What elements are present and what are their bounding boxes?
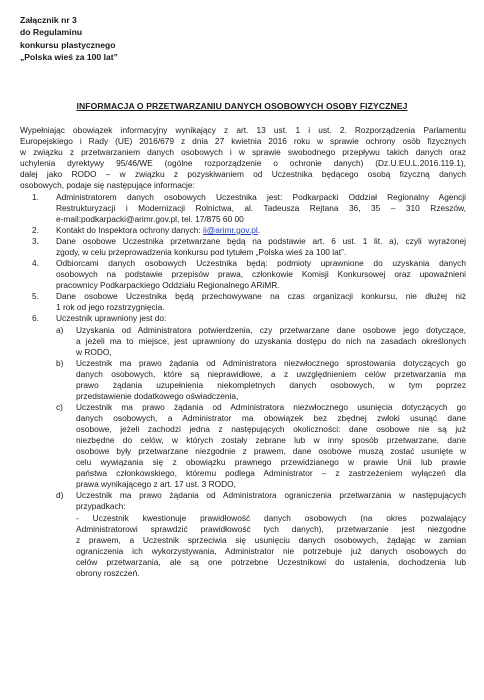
item-1-line: e-mail:podkarpacki@arimr.gov.pl, tel. 17/875 60 00	[56, 214, 244, 224]
subitem-letter: c)	[56, 402, 63, 412]
attachment-header	[20, 14, 118, 64]
item-4-line: pracownicy Podkarpackiego Oddziału Regionalnego ARiMR.	[56, 280, 280, 290]
sub-b-line: przedstawienie dodatkowego oświadczenia,	[76, 391, 239, 401]
item-6-line: Uczestnik uprawniony jest do:	[56, 313, 167, 323]
item-number: 2.	[32, 225, 39, 235]
header-line-2: do Regulaminu	[20, 27, 83, 38]
sub-c-line: niezbędne do celów, w których zostały zebrane lub w inny sposób przetwarzane, dane	[76, 435, 466, 445]
item-5-line: 1 rok od jego rozstrzygnięcia.	[56, 302, 165, 312]
intro-line: w związku z przetwarzaniem danych osobowych i w sprawie swobodnego przepływu takich danych oraz	[20, 147, 466, 157]
sub-d-dash-line: - Uczestnik kwestionuje prawidłowość danych osobowych (na okres pozwalający	[76, 513, 466, 523]
sub-a-line: a jeżeli ma to miejsce, jest uprawniony do uzyskania dostępu do nich na zasadach określonych	[76, 336, 466, 346]
sub-c-line: danych osobowych, a Administrator ma obowiązek bez zbędnej zwłoki usunąć dane	[76, 413, 466, 423]
item-number: 4.	[32, 258, 39, 268]
sub-c-line: osobowe, jeżeli zachodzi jedna z następujących okoliczności: dane osobowe nie są już	[76, 424, 466, 434]
sub-b-line: Uczestnik ma prawo żądania od Administratora niezwłocznego sprostowania dotyczących go	[76, 358, 466, 368]
item-3-line: zgody, w celu przeprowadzenia konkursu pod tytułem „Polska wieś za 100 lat”.	[56, 247, 347, 257]
dpo-email-link[interactable]: ii@arimr.gov.pl	[203, 225, 258, 235]
intro-line: Wypełniając obowiązek informacyjny wynikający z art. 13 ust. 1 i ust. 2. Rozporządzenia Parlamentu	[20, 125, 466, 135]
item-number: 3.	[32, 236, 39, 246]
sub-d-dash-line: z prawem, a Uczestnik sprzeciwia się usunięciu danych osobowych, żądając w zamian	[76, 535, 466, 545]
sub-a-line: Uzyskania od Administratora potwierdzenia, czy przetwarzane dane osobowe jego dotyczące,	[76, 325, 466, 335]
intro-line: dalej jako RODO – w związku z pozyskiwaniem od Uczestnika będącego osobą fizyczną danych	[20, 169, 466, 179]
sub-c-line: państwa członkowskiego, któremu podlega Administrator – z zastrzeżeniem wyłączeń dla	[76, 468, 466, 478]
item-2-end: .	[257, 225, 261, 235]
sub-d-line: Uczestnik ma prawo żądania od Administratora ograniczenia przetwarzania w następujących	[76, 490, 466, 500]
sub-b-line: danych osobowych, które są nieprawidłowe, a z uwzględnieniem celów przetwarzania ma	[76, 369, 466, 379]
sub-c-line: celu wywiązania się z obowiązku prawnego przewidzianego w prawie Unii lub prawie	[76, 457, 466, 467]
intro-line: osobowych, podaje się następujące informacje:	[20, 180, 195, 190]
header-line-4: „Polska wieś za 100 lat”	[20, 52, 118, 63]
sub-d-line: przypadkach:	[76, 501, 126, 511]
subitem-letter: a)	[56, 325, 64, 335]
item-4-line: Odbiorcami danych osobowych Uczestnika będą: podmioty uprawnione do uzyskania danych	[56, 258, 466, 268]
item-3-line: Dane osobowe Uczestnika przetwarzane będą na podstawie art. 6 ust. 1 lit. a), czyli wyrażonej	[56, 236, 466, 246]
item-1-line: Administratorem danych osobowych Uczestnika jest: Podkarpacki Oddział Regionalny Agencji	[56, 192, 466, 202]
item-number: 5.	[32, 291, 39, 301]
item-2-text: Kontakt do Inspektora ochrony danych:	[56, 225, 204, 235]
intro-line: Europejskiego i Rady (UE) 2016/679 z dnia 27 kwietnia 2016 roku w sprawie ochrony osób fizycznych	[20, 136, 466, 146]
sub-d-dash-line: ograniczenia ich wykorzystywania, Administrator nie potrzebuje już danych osobowych do	[76, 546, 466, 556]
item-number: 1.	[32, 192, 39, 202]
item-1-line: Restrukturyzacji i Modernizacji Rolnictwa, al. Tadeusza Rejtana 36, 35 – 310 Rzeszów,	[56, 203, 466, 213]
item-5-line: Dane osobowe Uczestnika będą przechowywane na czas organizacji konkursu, nie dłużej niż	[56, 291, 466, 301]
sub-a-line: w RODO,	[76, 347, 112, 357]
sub-c-line: osobowe były przetwarzane niezgodnie z prawem, dane osobowe muszą zostać usunięte w	[76, 446, 466, 456]
item-2-line	[56, 225, 260, 236]
item-4-line: osobowych na podstawie przepisów prawa, członkowie Komisji Konkursowej oraz upoważnieni	[56, 269, 466, 279]
header-line-3: konkursu plastycznego	[20, 39, 116, 50]
sub-d-dash-line: Administratorowi sprawdzić prawidłowość tych danych), przetwarzanie jest niezgodne	[76, 524, 466, 534]
sub-d-dash-line: obrony roszczeń.	[76, 568, 140, 578]
sub-c-line: Uczestnik ma prawo żądania od Administratora niezwłocznego usunięcia dotyczących go	[76, 402, 466, 412]
sub-c-line: prawa wynikającego z art. 17 ust. 3 RODO,	[76, 479, 236, 489]
sub-b-line: prawo żądania uzupełnienia niekompletnych danych osobowych, w tym poprzez	[76, 380, 466, 390]
header-line-1: Załącznik nr 3	[20, 15, 77, 25]
subitem-letter: d)	[56, 490, 64, 500]
sub-d-dash-line: celów przetwarzania, ale są one potrzebne Uczestnikowi do ustalenia, dochodzenia lub	[76, 557, 466, 567]
item-number: 6.	[32, 313, 39, 323]
subitem-letter: b)	[56, 358, 64, 368]
intro-line: uchylenia dyrektywy 95/46/WE (ogólne rozporządzenie o ochronie danych) (Dz.U.EU.L.2016.119.1),	[20, 158, 466, 168]
document-title: INFORMACJA O PRZETWARZANIU DANYCH OSOBOWYCH OSOBY FIZYCZNEJ	[76, 101, 408, 111]
